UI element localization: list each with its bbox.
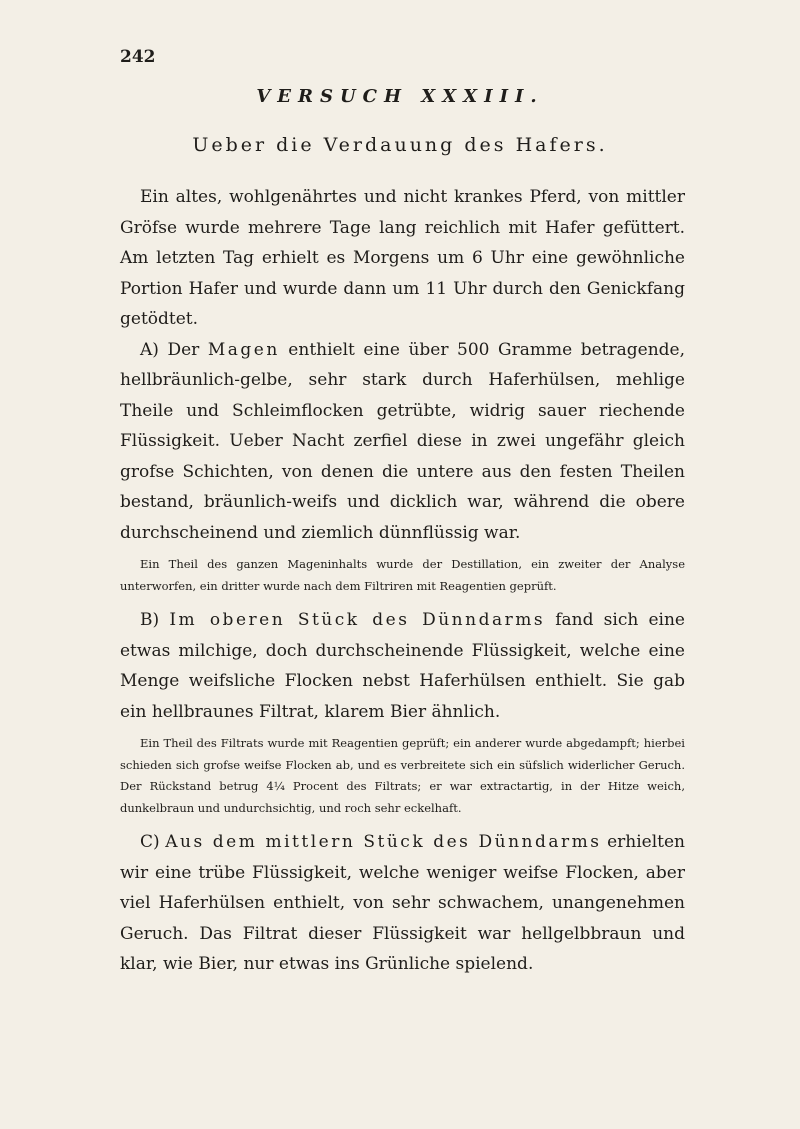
page-number: 242: [120, 47, 156, 67]
paragraph-b-label: B): [140, 610, 170, 630]
paragraph-b-text: fand sich eine etwas milchige, doch durchscheinende Flüssigkeit, welche eine Menge weifsliche Flocken nebst Haferhülsen enthielt. Sie gab ein hellbraunes Filtrat, klarem Bier ähnlich.: [120, 610, 685, 722]
experiment-heading: VERSUCH XXXIII.: [256, 86, 544, 107]
paragraph-b-emphasis: Im oberen Stück des Dünndarms: [169, 610, 546, 630]
paragraph-c-label: C): [140, 832, 166, 852]
paragraph-a-label: A) Der: [140, 339, 208, 360]
body-text: [120, 182, 685, 980]
experiment-subtitle: Ueber die Verdauung des Hafers.: [192, 134, 608, 156]
paragraph-c: [120, 827, 685, 980]
paragraph-c-text: erhielten wir eine trübe Flüssigkeit, welche weniger weifse Flocken, aber viel Haferhülsen enthielt, von sehr schwachem, unangenehmen Geruch. Das Filtrat dieser Flüssigkeit war hellgelbbraun und klar, wie Bier, nur etwas ins Grünliche spielend.: [120, 832, 685, 974]
paragraph-a: [120, 335, 685, 549]
paragraph-intro: Ein altes, wohlgenährtes und nicht krankes Pferd, von mittler Gröfse wurde mehrere Tage lang reichlich mit Hafer gefüttert. Am letzten Tag erhielt es Morgens um 6 Uhr eine gewöhnliche Portion Hafer und wurde dann um 11 Uhr durch den Genickfang getödtet.: [120, 187, 685, 329]
note-b: Ein Theil des Filtrats wurde mit Reagentien geprüft; ein anderer wurde abgedampft; hierbei schieden sich grofse weifse Flocken ab, und es verbreitete sich ein süfslich widerlicher Geruch. Der Rückstand betrug 4¼ Procent des Filtrats; er war extractartig, in der Hitze weich, dunkelbraun und undurchsichtig, und roch sehr eckelhaft.: [120, 736, 685, 815]
note-a: Ein Theil des ganzen Mageninhalts wurde der Destillation, ein zweiter der Analyse unterworfen, ein dritter wurde nach dem Filtriren mit Reagentien geprüft.: [120, 557, 685, 593]
paragraph-c-emphasis: Aus dem mittlern Stück des Dünndarms: [165, 832, 602, 852]
paragraph-a-text: enthielt eine über 500 Gramme betragende, hellbräunlich-gelbe, sehr stark durch Haferhülsen, mehlige Theile und Schleimflocken getrübte, widrig sauer riechende Flüssigkeit. Ueber Nacht zerfiel diese in zwei ungefähr gleich grofse Schichten, von denen die untere aus den festen Theilen bestand, bräunlich-weifs und dicklich war, während die obere durchscheinend und ziemlich dünnflüssig war.: [120, 339, 685, 543]
paragraph-a-emphasis: Magen: [207, 339, 280, 360]
paragraph-b: [120, 605, 685, 727]
